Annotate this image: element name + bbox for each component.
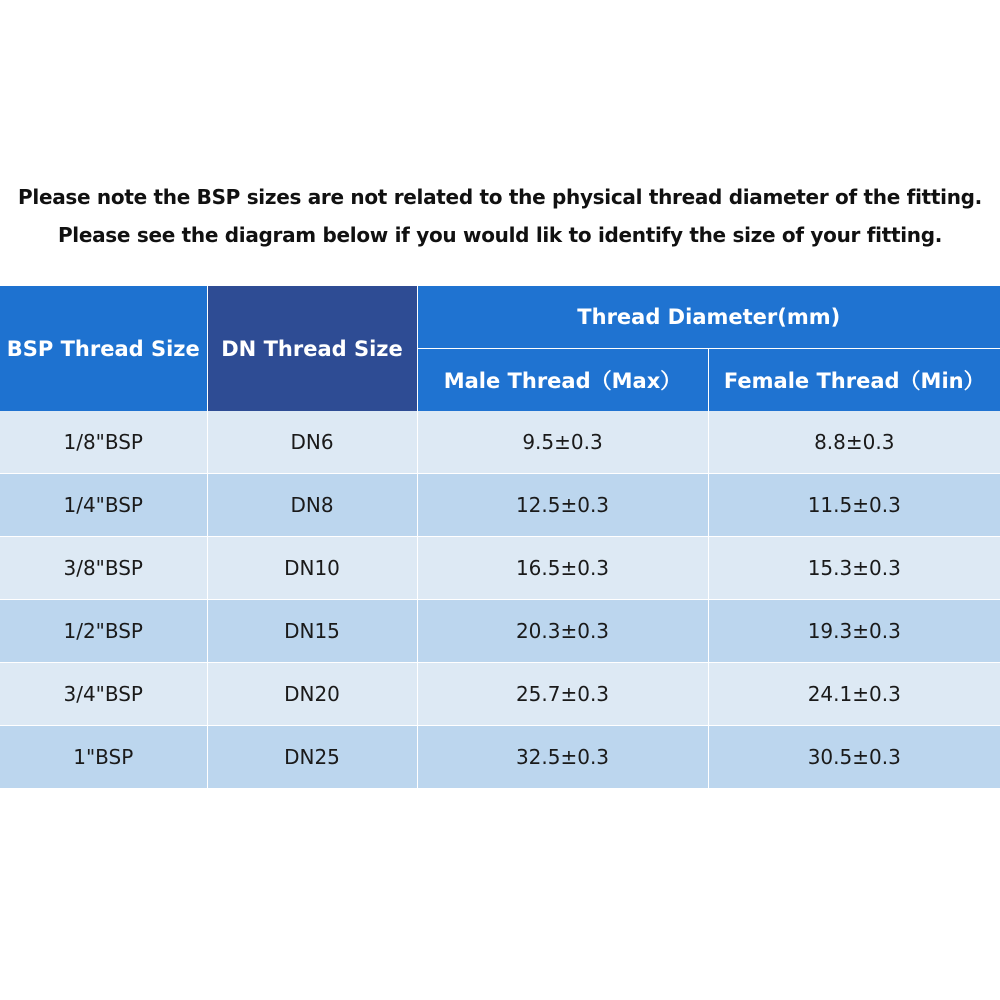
cell-dn: DN6 — [207, 411, 417, 474]
table-row — [0, 474, 1000, 537]
cell-female: 24.1±0.3 — [708, 663, 1000, 726]
cell-male: 32.5±0.3 — [417, 726, 708, 789]
table-row — [0, 663, 1000, 726]
header-bsp-thread-size: BSP Thread Size — [0, 286, 207, 411]
cell-bsp: 3/8"BSP — [0, 537, 207, 600]
cell-dn: DN15 — [207, 600, 417, 663]
header-dn-thread-size: DN Thread Size — [207, 286, 417, 411]
cell-female: 11.5±0.3 — [708, 474, 1000, 537]
cell-dn: DN25 — [207, 726, 417, 789]
cell-male: 20.3±0.3 — [417, 600, 708, 663]
cell-female: 15.3±0.3 — [708, 537, 1000, 600]
cell-male: 16.5±0.3 — [417, 537, 708, 600]
cell-dn: DN20 — [207, 663, 417, 726]
cell-male: 9.5±0.3 — [417, 411, 708, 474]
cell-bsp: 1/2"BSP — [0, 600, 207, 663]
table-row — [0, 411, 1000, 474]
note-line-1: Please note the BSP sizes are not related to the physical thread diameter of the fitting. — [18, 185, 982, 209]
cell-bsp: 1/8"BSP — [0, 411, 207, 474]
cell-dn: DN8 — [207, 474, 417, 537]
note-line-2: Please see the diagram below if you would lik to identify the size of your fitting. — [57, 223, 943, 247]
bsp-size-table — [0, 286, 1000, 789]
header-male-thread: Male Thread（Max） — [417, 349, 708, 412]
table-row — [0, 537, 1000, 600]
cell-female: 19.3±0.3 — [708, 600, 1000, 663]
header-thread-diameter: Thread Diameter(mm) — [417, 286, 1000, 349]
cell-bsp: 1"BSP — [0, 726, 207, 789]
cell-bsp: 1/4"BSP — [0, 474, 207, 537]
cell-male: 25.7±0.3 — [417, 663, 708, 726]
cell-dn: DN10 — [207, 537, 417, 600]
cell-male: 12.5±0.3 — [417, 474, 708, 537]
cell-female: 30.5±0.3 — [708, 726, 1000, 789]
table-row — [0, 600, 1000, 663]
cell-bsp: 3/4"BSP — [0, 663, 207, 726]
header-female-thread: Female Thread（Min） — [708, 349, 1000, 412]
cell-female: 8.8±0.3 — [708, 411, 1000, 474]
table-row — [0, 726, 1000, 789]
